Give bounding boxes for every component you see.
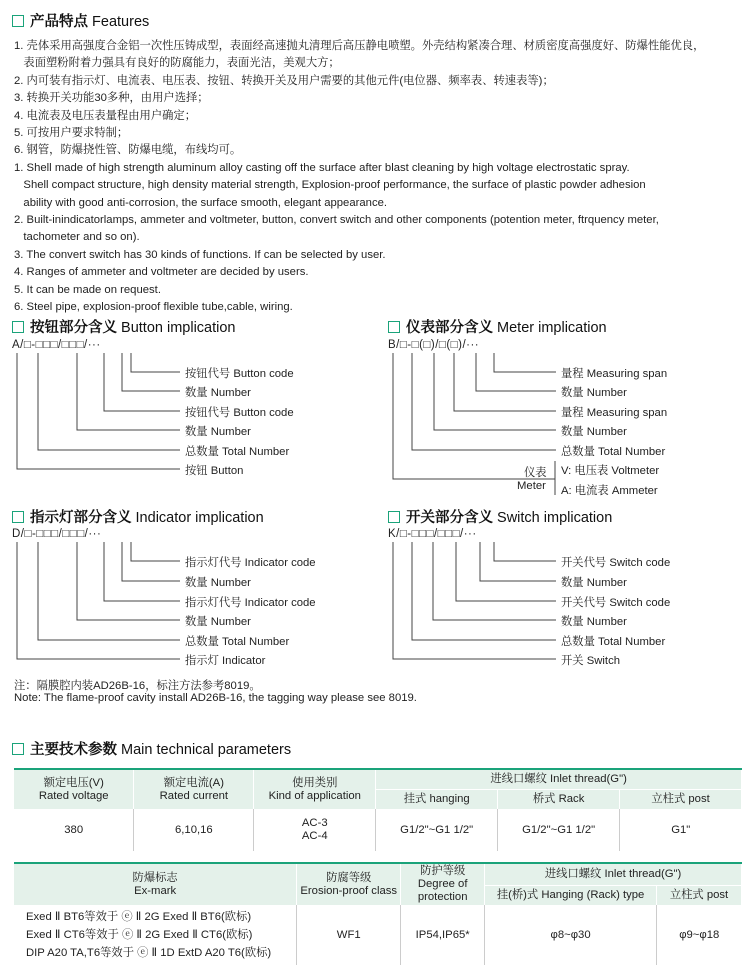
feature-line: 4. 电流表及电压表量程由用户确定；: [14, 109, 197, 122]
feature-line: 5. 可按用户要求特制；: [14, 127, 129, 140]
ammeter-label: A: 电流表 Ammeter: [561, 485, 658, 497]
header-erosion-proof: 防腐等级 Erosion-proof class: [297, 863, 401, 905]
cell-voltage: 380: [14, 809, 134, 851]
feature-line: 5. It can be made on request.: [14, 283, 161, 296]
square-bullet-icon: [388, 511, 400, 523]
button-label-5: 总数量 Total Number: [185, 446, 290, 458]
indicator-label-5: 总数量 Total Number: [185, 636, 290, 648]
meter-label-2: 数量 Number: [561, 387, 627, 399]
cell-current: 6,10,16: [134, 809, 254, 851]
header-inlet-thread-2: 进线口螺纹 Inlet thread(G"): [485, 863, 742, 885]
cell-degree: IP54,IP65*: [401, 905, 485, 965]
feature-line: 2. Built-inindicatorlamps, ammeter and voltmeter, button, convert switch and other components (potention meter, ftrquency meter,: [14, 214, 659, 227]
header-post: 立柱式 post: [620, 789, 742, 809]
indicator-implication-title: 指示灯部分含义 Indicator implication: [12, 506, 264, 527]
button-label-2: 数量 Number: [185, 387, 251, 399]
header-kind-of-application: 使用类别 Kind of application: [254, 769, 376, 809]
params-table-2: [14, 862, 742, 965]
feature-line: 3. The convert switch has 30 kinds of functions. If can be selected by user.: [14, 248, 386, 261]
header-post-2: 立柱式 post: [657, 885, 742, 905]
indicator-label-3: 指示灯代号 Indicator code: [185, 597, 316, 609]
note-zh: 注：隔膜腔内装AD26B-16，标注方法参考8019。: [14, 680, 261, 692]
meter-label-1: 量程 Measuring span: [561, 368, 668, 380]
feature-line: 1. 壳体采用高强度合金铝一次性压铸成型，表面经高速抛丸清理后高压静电喷塑。外壳结构紧凑合理、材质密度高强度好、防爆性能优良，: [14, 40, 705, 52]
header-hanging: 挂式 hanging: [376, 789, 498, 809]
switch-label-3: 开关代号 Switch code: [561, 597, 671, 609]
switch-label-1: 开关代号 Switch code: [561, 557, 671, 569]
header-rack: 桥式 Rack: [498, 789, 620, 809]
feature-line: 3. 转换开关功能30多种，由用户选择；: [14, 92, 209, 105]
switch-label-4: 数量 Number: [561, 616, 627, 628]
cell-rack: G1/2"~G1 1/2": [498, 809, 620, 851]
cell-erosion: WF1: [297, 905, 401, 965]
header-degree-of-protection: 防护等级 Degree of protection: [401, 863, 485, 905]
meter-implication-title: 仪表部分含义 Meter implication: [388, 316, 607, 337]
cell-post: G1": [671, 823, 691, 836]
feature-line: 6. Steel pipe, explosion-proof flexible tube,cable, wiring.: [14, 301, 293, 314]
features-title: 产品特点 Features: [12, 10, 149, 31]
square-bullet-icon: [12, 321, 24, 333]
meter-en-label: Meter: [517, 480, 546, 492]
indicator-label-6: 指示灯 Indicator: [185, 655, 266, 667]
feature-line: tachometer and so on).: [14, 231, 140, 244]
header-hanging-rack-type: 挂(桥)式 Hanging (Rack) type: [485, 885, 657, 905]
indicator-label-1: 指示灯代号 Indicator code: [185, 557, 316, 569]
meter-zh-label: 仪表: [524, 467, 547, 479]
switch-label-5: 总数量 Total Number: [561, 636, 666, 648]
meter-code-pattern: B/□-□(□)/□(□)/···: [388, 339, 480, 351]
cell-ex-marks: Exed Ⅱ BT6等效于 ⓔ Ⅱ 2G Exed Ⅱ BT6(欧标) Exed Ⅱ CT6等效于 ⓔ Ⅱ 2G Exed Ⅱ CT6(欧标) DIP A20 TA,T6等效于 ⓔ Ⅱ 1D ExtD A20 T6(欧标): [14, 905, 297, 965]
button-code-pattern: A/□-□□□/□□□/···: [12, 339, 101, 351]
cell-post-range: φ9~φ18: [679, 928, 720, 941]
cell-hanging: G1/2"~G1 1/2": [376, 809, 498, 851]
button-label-6: 按钮 Button: [185, 465, 244, 477]
button-implication-title: 按钮部分含义 Button implication: [12, 316, 235, 337]
cell-hanging-range: φ8~φ30: [485, 905, 657, 965]
feature-line: 4. Ranges of ammeter and voltmeter are decided by users.: [14, 266, 309, 279]
note-en: Note: The flame-proof cavity install AD26B-16, the tagging way please see 8019.: [14, 692, 417, 704]
button-label-4: 数量 Number: [185, 426, 251, 438]
square-bullet-icon: [12, 743, 24, 755]
feature-line: 1. Shell made of high strength aluminum alloy casting off the surface after blast cleaning by high voltage electrostatic spray.: [14, 161, 630, 174]
indicator-label-4: 数量 Number: [185, 616, 251, 628]
button-label-3: 按钮代号 Button code: [185, 407, 294, 419]
header-rated-voltage: 额定电压(V) Rated voltage: [14, 769, 134, 809]
feature-line: Shell compact structure, high density material strength, Explosion-proof performance, the surface of plastic powder adhesion: [14, 179, 646, 192]
switch-implication-title: 开关部分含义 Switch implication: [388, 506, 612, 527]
header-ex-mark: 防爆标志 Ex-mark: [14, 863, 297, 905]
header-inlet-thread: 进线口螺纹 Inlet thread(G"): [376, 769, 742, 789]
feature-line: ability with good anti-corrosion, the surface smooth, elegant appearance.: [14, 196, 388, 209]
params-title: 主要技术参数 Main technical parameters: [12, 738, 291, 759]
switch-code-pattern: K/□-□□□/□□□/···: [388, 528, 477, 540]
table-row: [14, 905, 742, 965]
cell-kind: AC-3 AC-4: [254, 809, 376, 851]
params-table-1: [14, 768, 742, 851]
switch-label-6: 开关 Switch: [561, 655, 621, 667]
feature-line: 6. 钢管，防爆挠性管、防爆电缆，布线均可。: [14, 144, 242, 157]
indicator-code-pattern: D/□-□□□/□□□/···: [12, 528, 102, 540]
indicator-label-2: 数量 Number: [185, 577, 251, 589]
header-rated-current: 额定电流(A) Rated current: [134, 769, 254, 809]
feature-line: 2. 内可装有指示灯、电流表、电压表、按钮、转换开关及用户需要的其他元件(电位器、频率表、转速表等)；: [14, 74, 554, 87]
square-bullet-icon: [12, 511, 24, 523]
feature-line: 表面塑粉附着力强具有良好的防腐能力，表面光洁，美观大方；: [14, 57, 340, 70]
meter-label-5: 总数量 Total Number: [561, 446, 666, 458]
meter-label-4: 数量 Number: [561, 426, 627, 438]
meter-label-3: 量程 Measuring span: [561, 407, 668, 419]
square-bullet-icon: [388, 321, 400, 333]
button-label-1: 按钮代号 Button code: [185, 368, 294, 380]
switch-label-2: 数量 Number: [561, 577, 627, 589]
table-row: [14, 809, 742, 851]
voltmeter-label: V: 电压表 Voltmeter: [561, 465, 660, 477]
